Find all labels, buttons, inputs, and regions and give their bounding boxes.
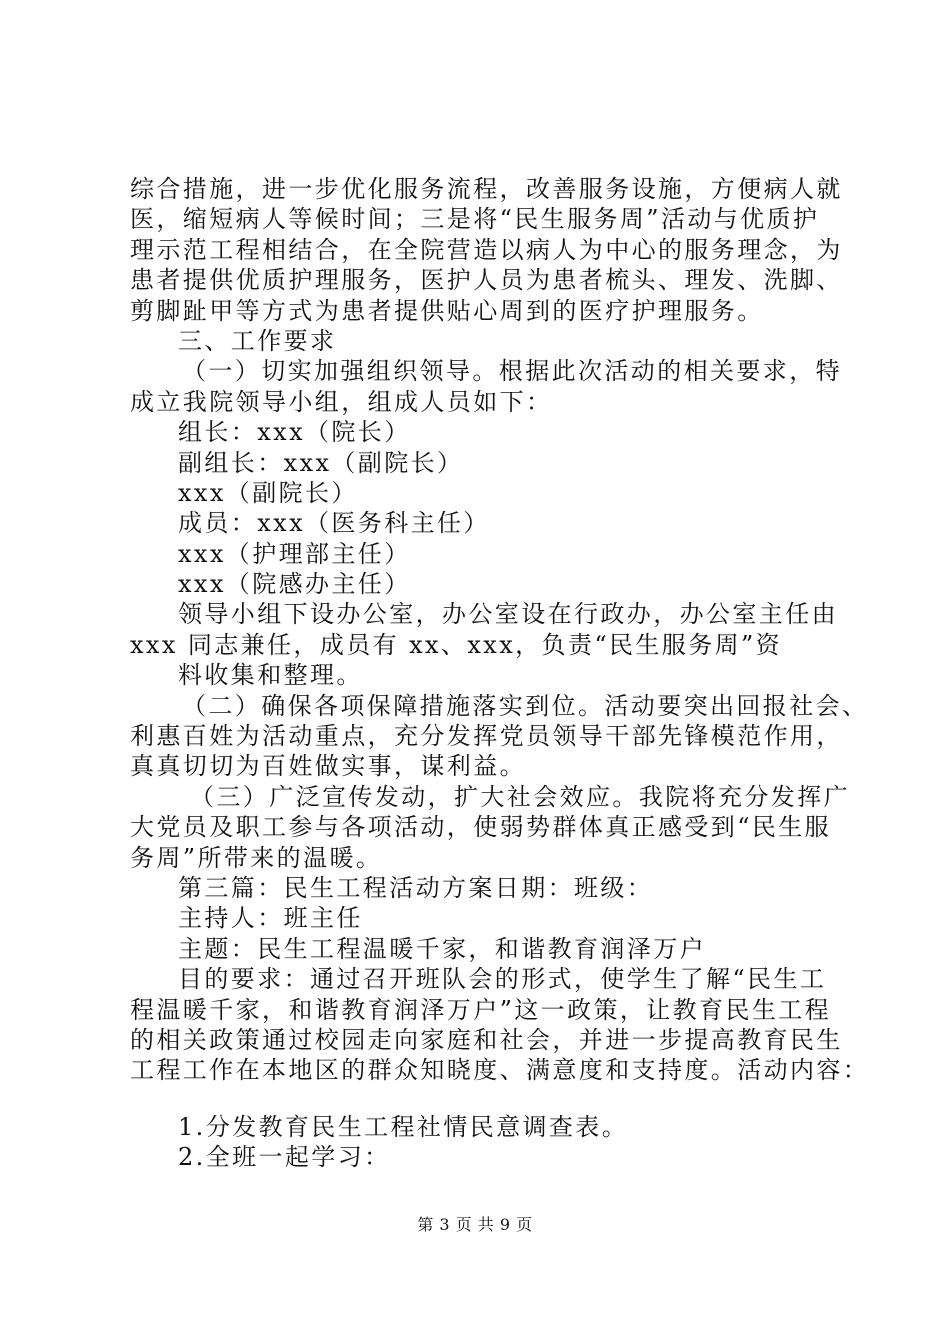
member-line: 成员：xxx（医务科主任） [178, 509, 490, 538]
member-line: xxx（院感办主任） [178, 570, 411, 599]
paragraph-line: xxx 同志兼任，成员有 xx、xxx，负责“民生服务周”资 [130, 630, 783, 659]
paragraph-line: 综合措施，进一步优化服务流程，改善服务设施，方便病人就 [130, 175, 843, 203]
paragraph-line: 大党员及职工参与各项活动，使弱势群体真正感受到“民生服 [130, 813, 832, 842]
paragraph-line: （二）确保各项保障措施落实到位。活动要突出回报社会、 [182, 691, 869, 720]
member-line: xxx（副院长） [178, 478, 358, 507]
paragraph-line: 工程工作在本地区的群众知晓度、满意度和支持度。活动内容： [130, 1056, 870, 1085]
paragraph-line: 成立我院领导小组，组成人员如下： [130, 387, 553, 416]
document-body [130, 174, 870, 1173]
paragraph-line: 务周”所带来的温暖。 [130, 843, 383, 872]
list-item: 2.全班一起学习： [178, 1143, 391, 1172]
page-footer: 第 3 页 共 9 页 [417, 1215, 533, 1234]
member-line: 组长：xxx（院长） [178, 418, 411, 447]
paragraph-line: （三）广泛宣传发动，扩大社会效应。我院将充分发挥广 [190, 782, 850, 811]
paragraph-line: 料收集和整理。 [178, 661, 363, 690]
paragraph-line: （一）切实加强组织领导。根据此次活动的相关要求，特 [182, 357, 842, 386]
paragraph-line: 的相关政策通过校园走向家庭和社会，并进一步提高教育民生 [130, 1025, 843, 1054]
paragraph-line: 主题：民生工程温暖千家，和谐教育润泽万户 [178, 934, 706, 963]
paragraph-line: 患者提供优质护理服务，医护人员为患者梳头、理发、洗脚、 [130, 266, 843, 295]
paragraph-line: 领导小组下设办公室，办公室设在行政办，办公室主任由 [178, 600, 838, 629]
paragraph-line: 理示范工程相结合，在全院营造以病人为中心的服务理念，为 [130, 235, 843, 264]
paragraph-line: 利惠百姓为活动重点，充分发挥党员领导干部先锋模范作用， [130, 722, 843, 751]
list-item: 1.分发教育民生工程社情民意调查表。 [178, 1112, 629, 1141]
paragraph-line: 目的要求：通过召开班队会的形式，使学生了解“民生工 [178, 965, 827, 994]
member-line: xxx（护理部主任） [178, 539, 411, 568]
paragraph-line: 主持人：班主任 [178, 904, 363, 933]
paragraph-line: 剪脚趾甲等方式为患者提供贴心周到的医疗护理服务。 [130, 296, 764, 325]
paragraph-line: 医，缩短病人等候时间；三是将“民生服务周”活动与优质护 [130, 205, 820, 234]
member-line: 副组长：xxx（副院长） [178, 448, 464, 477]
paragraph-line: 真真切切为百姓做实事，谋利益。 [130, 752, 526, 781]
paragraph-line: 程温暖千家，和谐教育润泽万户”这一政策，让教育民生工程 [130, 995, 832, 1024]
paragraph-gap [130, 1086, 830, 1112]
section-heading: 三、工作要求 [178, 326, 337, 355]
chapter-heading: 第三篇：民生工程活动方案日期：班级： [178, 873, 654, 902]
